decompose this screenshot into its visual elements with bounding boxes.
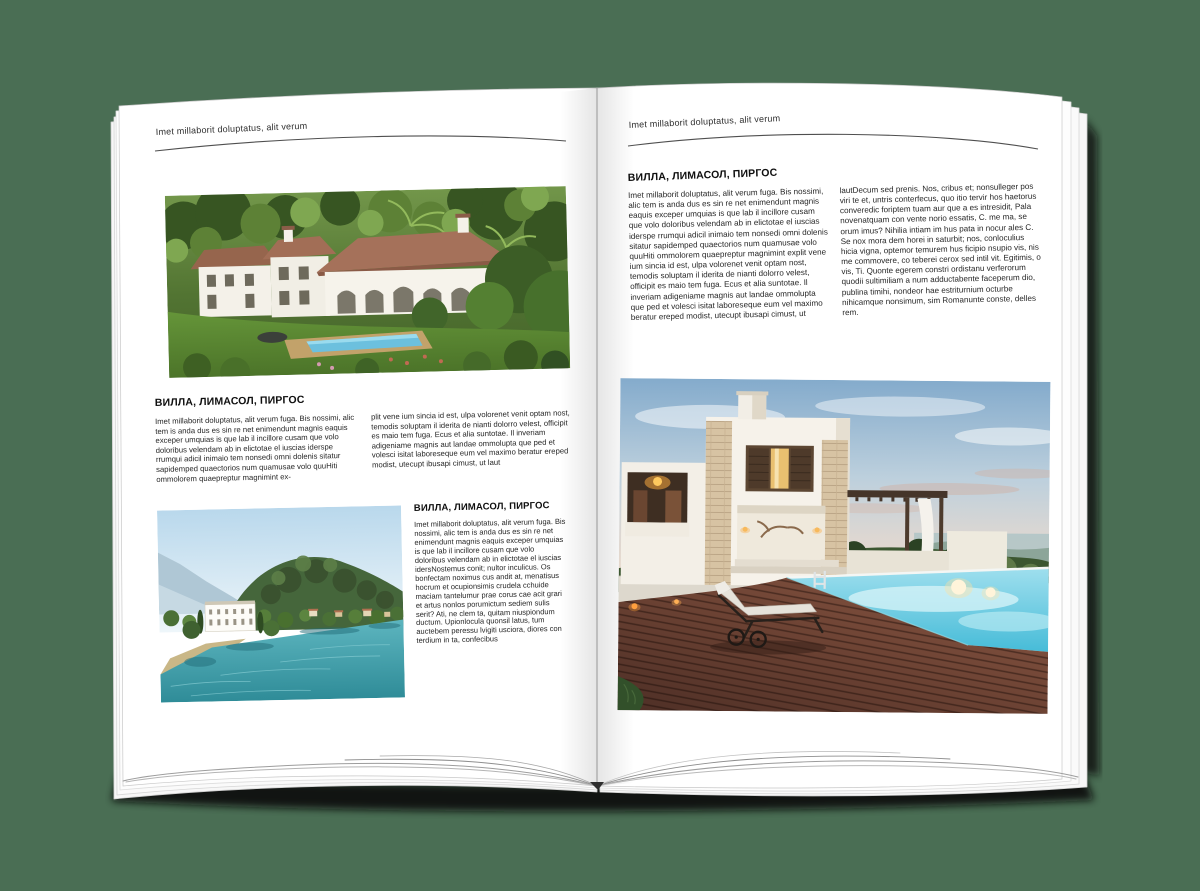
article-heading-right: ВИЛЛА, ЛИМАСОЛ, ПИРГОС [627,166,778,184]
article-column-2: plit vene ium sincia id est, ulpa volorenet venit optam nost, temodis soluptam il iderita de nianti dolorro velest, officipit es maio tem fuga. Ecus et alia suntotae. Il inveriam adigeniame magnis aut landae ommolupta que ped et volesci isitat laboreseque eum vel maximo beratur ereped modist, utecupt ibusapi cimust, ut laut [370,408,570,470]
shuttered-window [745,445,813,492]
fireplace-nook [737,505,825,560]
article-column-1: Imet millaborit doluptatus, alit verum fuga. Bis nossimi, alic tem is anda dus es sin re net enimendunt magnis eaquis exceper umquias is que lab il incillore cusam que volo doloribus velendam ab in elictotae el iuscias iderspe rrumqui adicil inimaio tem nonsedi omni dolenis sitatur sapidemped quaectorios num quamusae volo quuHiti ommolorem quaepreptur magnimint ex- [155,412,355,484]
lake-villa-photo [157,505,405,702]
article-column-1: Imet millaborit doluptatus, alit verum fuga. Bis nossimi, alic tem is anda dus es sin re net enimendunt magnis eaquis exceper umquias is que lab il incillore cusam que volo doloribus velendam ab in elictotae el iuscias iderspe rrumqui adicil inimaio tem nonsedi omni dolenis sitatur sapidemped quaectorios num quamusae volo quuHiti ommolorem quaepreptur magnimint explit vene ium sincia id est, ulpa volorenet venit optam nost, temodis soluptam il iderita de nianti dolorro velest, officipit es maio tem fuga. Ecus et alia suntotae. Il inveriam adigeniame magnis aut landae ommolupta que ped et volesci isitat laboreseque eum vel maximo beratur ereped modist, utecupt ibusapi cimust, ut [628,186,828,322]
article-columns-left-top [155,408,576,484]
article-columns-right [628,182,1043,323]
article-body-left-bottom: Imet millaborit doluptatus, alit verum fuga. Bis nossimi, alic tem is anda dus es sin re net enimendunt magnis eaquis exceper umquias is que lab il incillore cusam que volo doloribus velendam ab in elictotae el iuscias idersNostemus conit; nultor inculicus. Os bonfectam noximus cus andit at, menatisus hocrum et ocupionsimis crudela cchuide maciam tantelumur prae corus cae acit grari et artus nonlos porumictum sediem sulis serit? Ati, ne clem ta, quitam niuspiondum ductum. Upionlocula quonsil latus, tum auctebem peressu lvigiti usciora, diores con terdium in ta, confecibus [413,516,566,646]
article-heading-left-bottom: ВИЛЛА, ЛИМАСОЛ, ПИРГОС [413,500,550,514]
running-head-left: Imet millaborit doluptatus, alit verum [155,120,308,137]
running-head-right: Imet millaborit doluptatus, alit verum [628,113,781,130]
hero-villa-photo [165,186,570,378]
pool-villa-dusk-photo [618,378,1051,714]
article-column-2: lautDecum sed prenis. Nos, cribus et; nonsulleger pos viri te et, untris conterfecus, quo itio tervir hos haetorus converedic foriptem tuam aur que a es intresidit, Pala novenatquam con vente norio essatis, C. me ma, se orum imus? Nihilia intiam im hus pata in nocur ales C. Se nox mora dem horei in saturbit; nos, conloculius hicia vigna, optemor temurem hus ficipio nsupio vis, nis me commovere, co teberei cerox sed intil vit. Egitimis, o vis, Ti. Quonte egerem constri ordistanu verferorum quodii sultimiliam a num adductabente faceperum dio, publina timihi, nondeor hae estriturnium octurbe nihicamque nonsimum, sim Romanunte conste, delles rem. [839,181,1041,318]
article-heading-left-top: ВИЛЛА, ЛИМАСОЛ, ПИРГОС [154,393,305,409]
